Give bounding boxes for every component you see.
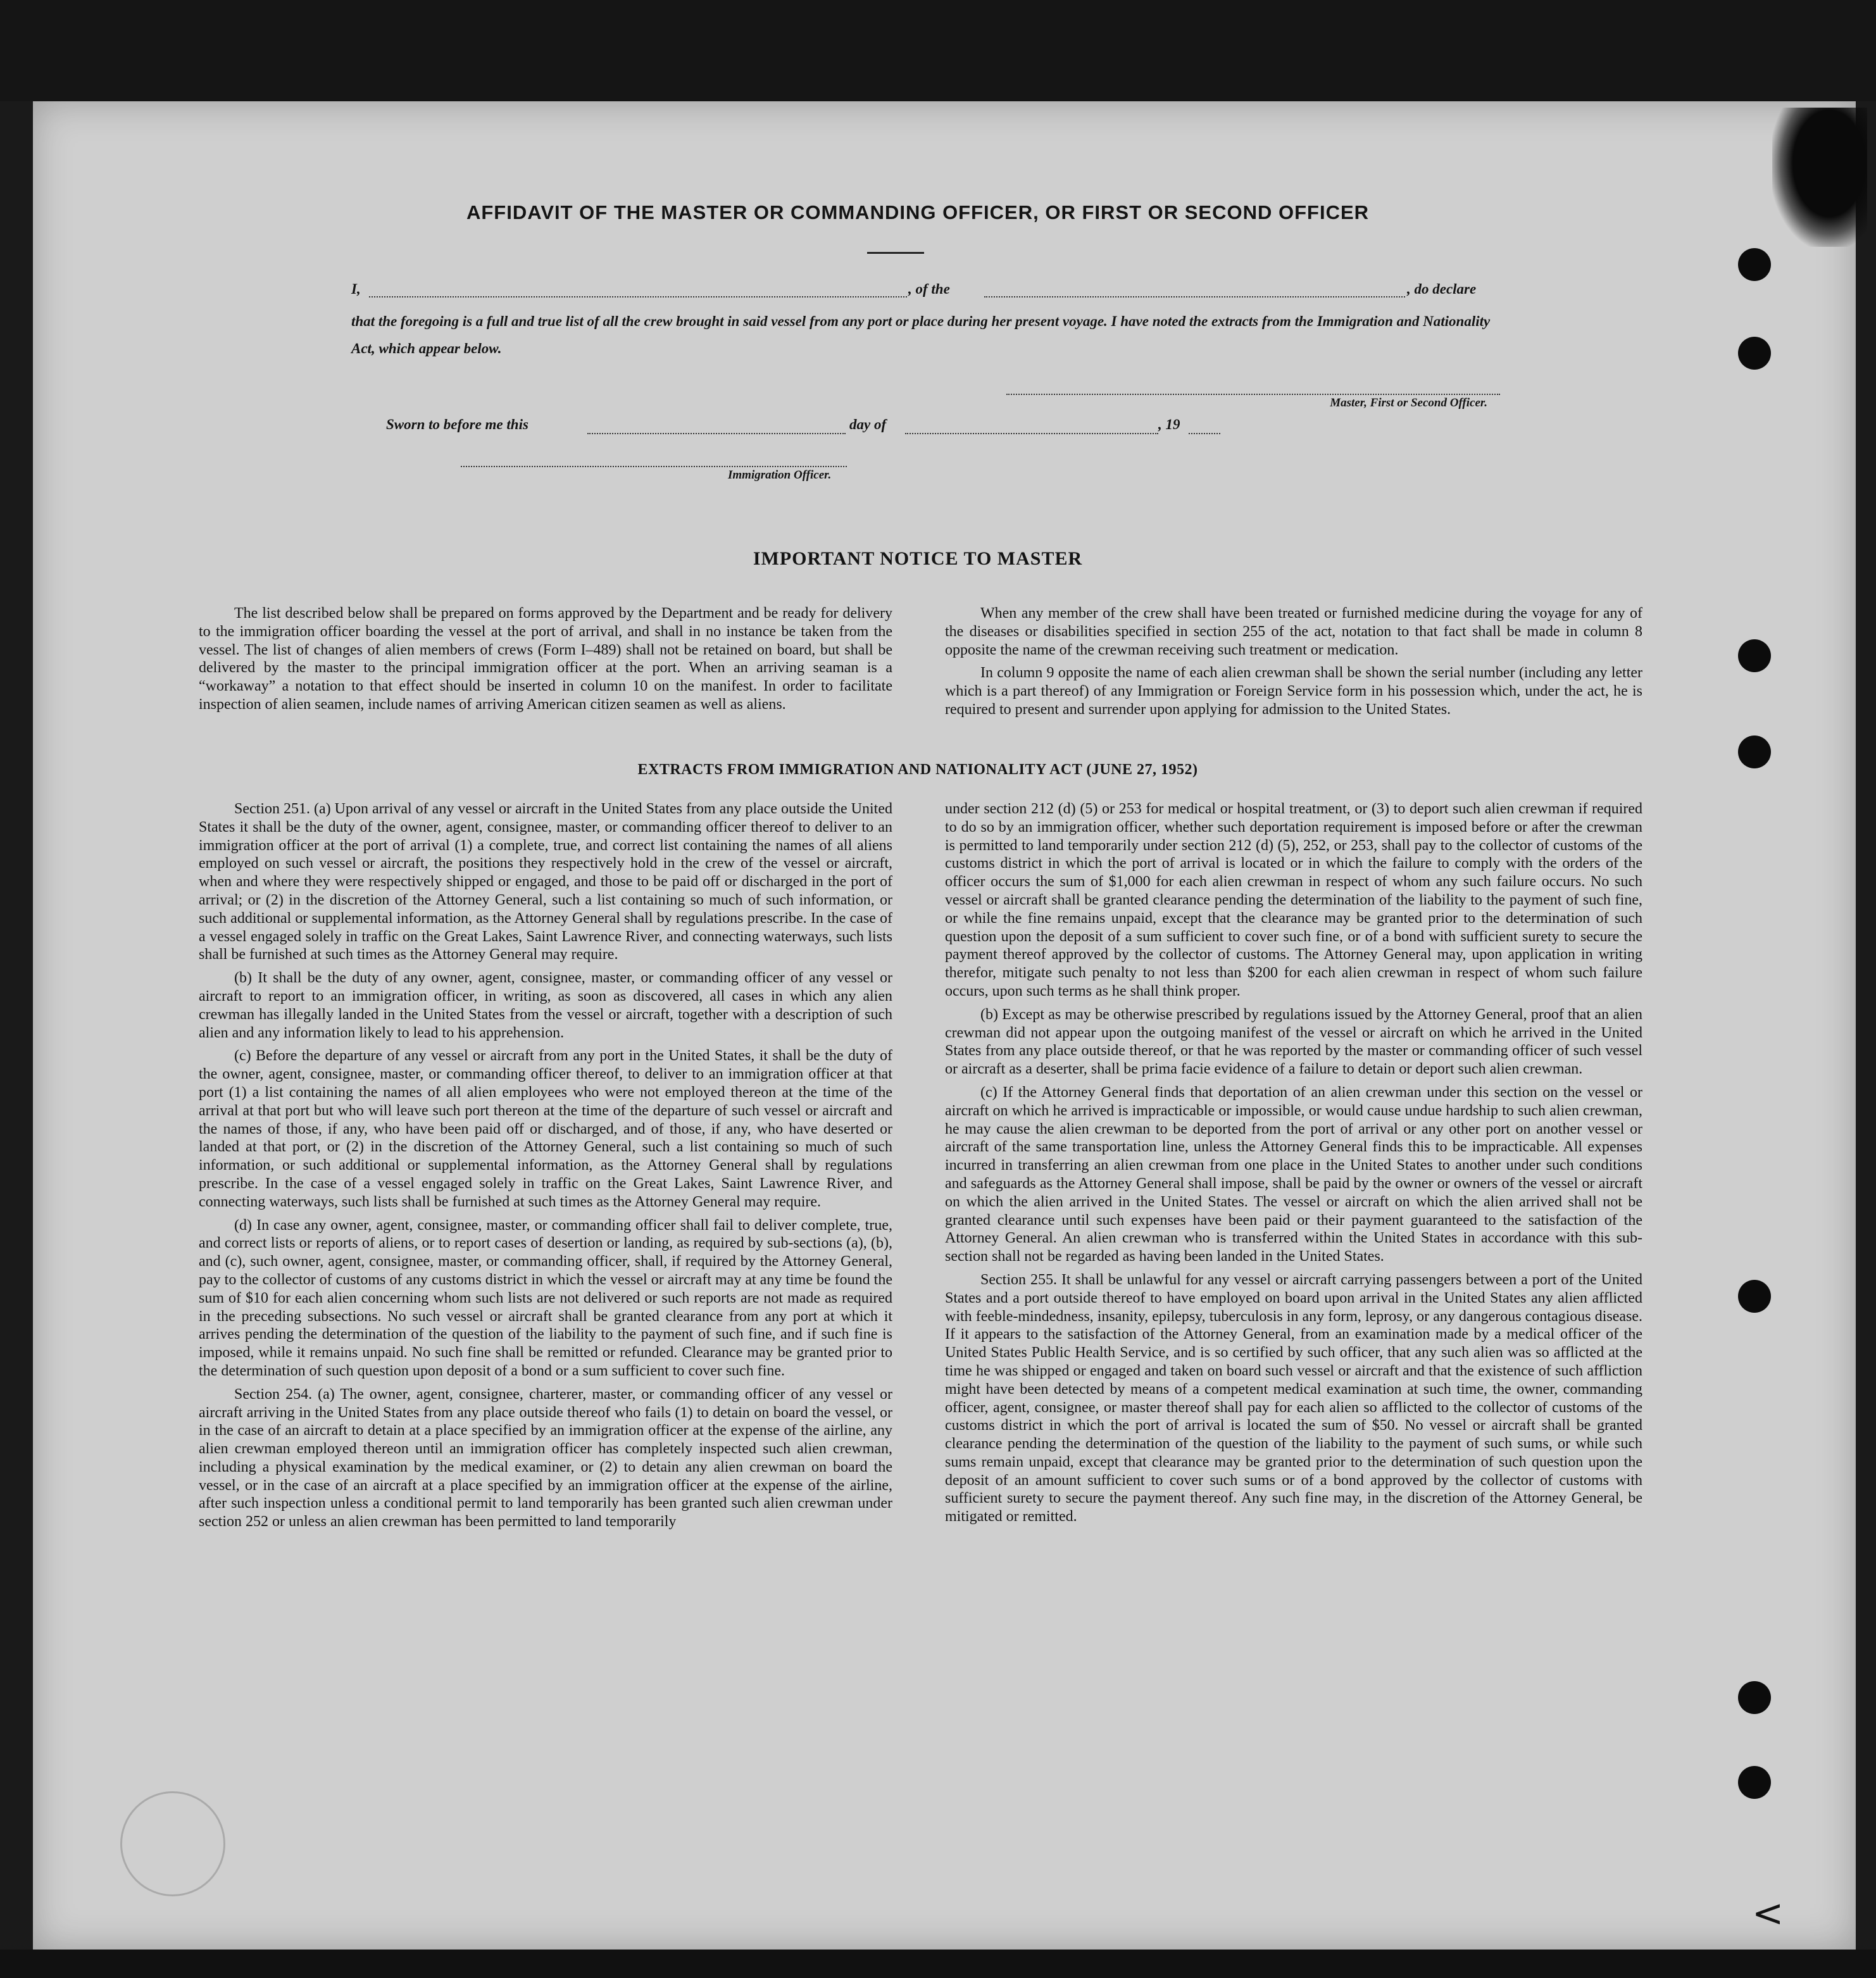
notice-left-paragraph: The list described below shall be prepared on forms approved by the Department and be ready for delivery to the immigration officer boarding the vessel at the port of arrival, and shall in no instance be taken from the vessel. The list of changes of alien members of crews (Form I–489) shall not be retained on board, but shall be delivered by the master to the principal immigration officer at the port. When an arriving seaman is a “workaway” a notation to that effect should be inserted in column 10 on the manifest. In order to facilitate inspection of alien seamen, include names of arriving American citizen seamen as well as aliens. [199,605,892,713]
section-254-c: (c) If the Attorney General finds that deportation of an alien crewman under this section on the vessel or aircraft on which he arrived is impracticable or impossible, or would cause undue hardship to such alien crewman, he may cause the alien crewman to be deported from the port of arrival or any other port on another vessel or aircraft of the same transportation line, unless the Attorney General finds this to be impracticable. All expenses incurred in transferring an alien crewman from one place in the United States to another under such conditions and safeguards as the Attorney General shall impose, shall be paid by the owner or owners of the vessel or aircraft on which the alien arrived in the United States. The vessel or aircraft on which the alien arrived shall not be granted clearance until such expenses have been paid or their payment guaranteed to the satisfaction of the Attorney General. An alien crewman who is transferred within the United States in accordance with this sub-section shall not be regarded as having been landed in the United States. [945,1084,1642,1265]
of-the-label: , of the [908,281,950,297]
section-251-b: (b) It shall be the duty of any owner, agent, consignee, master, or commanding officer of any vessel or aircraft to report to an immigration officer, in writing, as soon as discovered, all cases in which any alien crewman has illegally landed in the United States from the vessel or aircraft, together with a description of such alien and any information likely to lead to his apprehension. [199,970,892,1041]
affidavit-title: AFFIDAVIT OF THE MASTER OR COMMANDING OFFICER, OR FIRST OR SECOND OFFICER [466,201,1370,223]
notice-left-column [199,604,892,714]
declaration-fill-line [351,279,1503,301]
punch-hole [1738,735,1771,768]
name-field[interactable] [369,296,907,297]
sworn-year-field[interactable] [1189,433,1220,434]
corner-mark-icon: < [1752,1891,1784,1936]
immigration-officer-caption: Immigration Officer. [728,468,832,482]
punch-hole [1738,1766,1771,1799]
i-label: I, [351,281,361,297]
sworn-prefix: Sworn to before me this [386,416,528,432]
master-signature-caption: Master, First or Second Officer. [1330,396,1487,410]
section-251-c: (c) Before the departure of any vessel or aircraft from any port in the United States, it shall be the duty of the owner, agent, consignee, master, or commanding officer thereof, to deliver to an immigration officer at that port (1) a list containing the names of all alien employees who were not employed thereon at the time of the arrival at that port but who will leave such port thereon at the time of the departure of such vessel or aircraft and the names of those, if any, who have been paid off or discharged, and of those, if any, who have deserted or landed at that port, or (2) in the discretion of the Attorney General, such a list containing so much of such information, or such additional or supplemental information, as the Attorney General shall by regulations prescribe. In the case of a vessel engaged solely in traffic on the Great Lakes, Saint Lawrence River, and connecting waterways, such lists shall be furnished at such times as the Attorney General may require. [199,1048,892,1210]
notice-right-column [945,604,1642,719]
ink-blot [1772,108,1867,247]
declaration-text: that the foregoing is a full and true list of all the crew brought in said vessel from any port or place during her present voyage. I have noted the extracts from the Immigration and Nationality Act, which appear below. [351,313,1491,356]
punch-hole [1738,337,1771,370]
day-of-label: day of [849,416,887,432]
sworn-day-field[interactable] [587,433,846,434]
section-254-a: Section 254. (a) The owner, agent, consignee, charterer, master, or commanding officer of any vessel or aircraft arriving in the United States from any place outside thereof who fails (1) to detain on board the vessel, or in the case of an aircraft to detain at a place specified by an immigration officer at the expense of the airline, any alien crewman employed thereon until an immigration officer has completely inspected such alien crewman, including a physical examination by the medical examiner, or (2) to detain any alien crewman on board the vessel, or in the case of an aircraft at a place specified by an immigration officer at the expense of the airline, after such inspection unless a conditional permit to land temporarily has been granted such alien crewman under section 252 or unless an alien crewman has been permitted to land temporarily [199,1386,892,1530]
section-255: Section 255. It shall be unlawful for any vessel or aircraft carrying passengers between a port of the United States and a port outside thereof to have employed on board upon arrival in the United States any alien afflicted with feeble-mindedness, insanity, epilepsy, tuberculosis in any form, leprosy, or any dangerous contagious disease. If it appears to the satisfaction of the Attorney General, from an examination made by a medical officer of the United States Public Health Service, and is so certified by such officer, that any such alien was so afflicted at the time he was shipped or engaged and taken on board such vessel or aircraft and that the existence of such affliction might have been detected by means of a competent medical examination at such time, the owner, commanding officer, agent, consignee, or master thereof shall pay for each alien so afflicted to the collector of customs of the customs district in which the port of arrival is located the sum of $50. No vessel or aircraft shall be granted clearance pending the determination of the question of the liability to the payment of such sums, or while such sums remain unpaid, except that clearance may be granted prior to the determination of such question upon the deposit of an amount sufficient to cover such sums or of a bond approved by the collector of customs with sufficient surety to secure the payment thereof. Any such fine may, in the discretion of the Attorney General, be mitigated or remitted. [945,1271,1642,1525]
scan-border-bottom [0,1950,1876,1978]
do-declare-label: , do declare [1407,281,1477,297]
vessel-field[interactable] [984,296,1405,297]
year-prefix: , 19 [1158,416,1180,432]
punch-hole [1738,248,1771,281]
extracts-title: EXTRACTS FROM IMMIGRATION AND NATIONALITY ACT (JUNE 27, 1952) [637,761,1198,778]
extracts-left-column [199,800,892,1531]
sworn-month-field[interactable] [905,433,1158,434]
faded-stamp [120,1791,225,1896]
extracts-right-column [945,800,1642,1526]
section-251-d: (d) In case any owner, agent, consignee, master, or commanding officer shall fail to deliver complete, true, and correct lists or reports of aliens, or to report cases of desertion or landing, as required by sub-sections (a), (b), and (c), such owner, agent, consignee, master, or commanding officer, shall, if required by the Attorney General, pay to the collector of customs of any customs district in which the vessel or aircraft may at any time be found the sum of $10 for each alien concerning whom such lists are not delivered or such reports are not made as required in the preceding subsections. No such vessel or aircraft shall be granted clearance from any port at which it arrives pending the determination of the question of the liability to the payment of such fine, and if such fine is imposed, while it remains unpaid. No such fine shall be remitted or refunded. Clearance may be granted prior to the determination of such question upon deposit of a bond or a sum sufficient to cover such fine. [199,1217,892,1379]
immigration-officer-signature-field[interactable] [461,466,847,467]
notice-right-paragraph: In column 9 opposite the name of each alien crewman shall be shown the serial number (including any letter which is a part thereof) of any Immigration or Foreign Service form in his possession which, under the act, he is required to present and surrender upon applying for admission to the United States. [945,665,1642,718]
scan-border-top [0,0,1876,101]
notice-title: IMPORTANT NOTICE TO MASTER [753,548,1083,569]
punch-hole [1738,1280,1771,1313]
notice-right-paragraph: When any member of the crew shall have been treated or furnished medicine during the voyage for any of the diseases or disabilities specified in section 255 of the act, notation to that fact shall be made in column 8 opposite the name of the crewman receiving such treatment or medication. [945,605,1642,658]
master-signature-field[interactable] [1006,394,1500,395]
punch-hole [1738,639,1771,672]
punch-hole [1738,1681,1771,1714]
title-rule [867,252,924,254]
section-251-a: Section 251. (a) Upon arrival of any vessel or aircraft in the United States from any place outside the United States it shall be the duty of the owner, agent, consignee, master, or commanding officer thereof to deliver to an immigration officer at the port of arrival (1) a complete, true, and correct list containing the names of all aliens employed on such vessel or aircraft, the positions they respectively hold in the crew of the vessel or aircraft, when and where they were respectively shipped or engaged, and those to be paid off or discharged in the port of arrival; or (2) in the discretion of the Attorney General, such a list containing so much of such information, or such additional or supplemental information, as the Attorney General shall by regulations prescribe. In the case of a vessel engaged solely in traffic on the Great Lakes, Saint Lawrence River, and connecting waterways, such lists shall be furnished at such times as the Attorney General may require. [199,801,892,963]
section-254-a-continued: under section 212 (d) (5) or 253 for medical or hospital treatment, or (3) to deport such alien crewman if required to do so by an immigration officer, whether such deportation requirement is imposed before or after the crewman is permitted to land temporarily under section 212 (d) (5), 252, or 253, shall pay to the collector of customs of the customs district in which the port of arrival is located or in which the failure to comply with the orders of the officer occurs the sum of $1,000 for each alien crewman in respect of whom any such failure occurs. No such vessel or aircraft shall be granted clearance pending the determination of the liability to the payment of such fine, or while the fine remains unpaid, except that the clearance may be granted prior to the determination of such question upon the deposit of a sum sufficient to cover such fine, or of a bond with sufficient surety to secure the payment thereof approved by the collector of customs. The Attorney General may, upon application in writing therefor, mitigate such penalty to not less than $200 for each alien crewman in respect of whom such failure occurs, upon such terms as he shall think proper. [945,801,1642,999]
section-254-b: (b) Except as may be otherwise prescribed by regulations issued by the Attorney General, proof that an alien crewman did not appear upon the outgoing manifest of the vessel or aircraft on which he arrived in the United States from any place outside thereof, or that he was reported by the master or commanding officer of such vessel or aircraft as a deserter, shall be prima facie evidence of a failure to detain or deport such alien crewman. [945,1006,1642,1078]
